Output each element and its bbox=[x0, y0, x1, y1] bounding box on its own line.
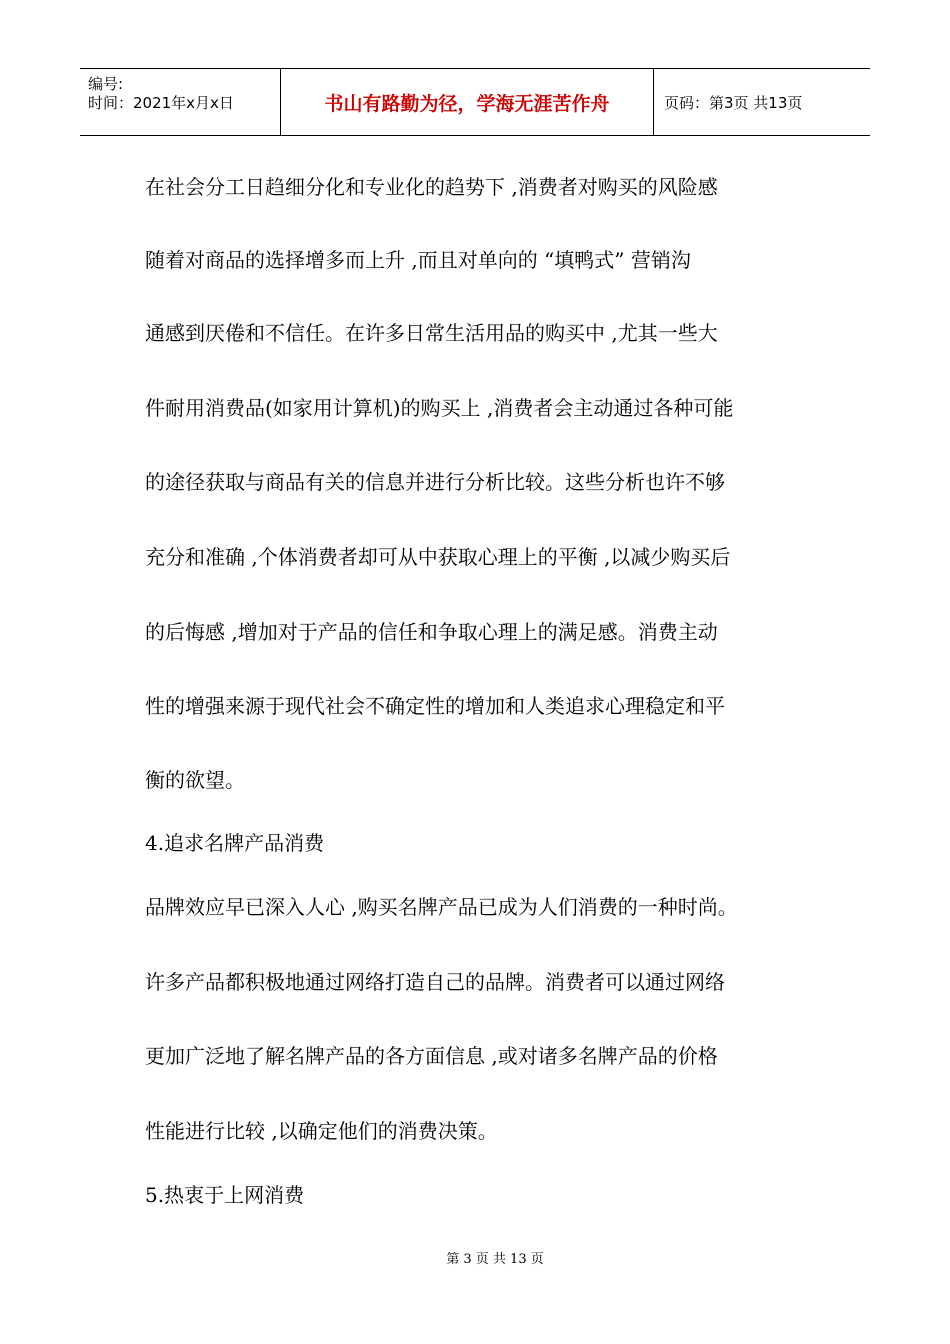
paragraph-line: 性的增强来源于现代社会不确定性的增加和人类追求心理稳定和平 bbox=[145, 694, 725, 718]
page-header bbox=[80, 68, 870, 136]
paragraph-line: 许多产品都积极地通过网络打造自己的品牌。消费者可以通过网络 bbox=[145, 970, 725, 994]
paragraph-line: 充分和准确 ,个体消费者却可从中获取心理上的平衡 ,以减少购买后 bbox=[145, 545, 731, 569]
section-heading: 4.追求名牌产品消费 bbox=[145, 831, 325, 855]
paragraph-line: 的后悔感 ,增加对于产品的信任和争取心理上的满足感。消费主动 bbox=[145, 620, 718, 644]
header-page-info: 页码：第3页 共13页 bbox=[664, 93, 803, 112]
paragraph-line: 品牌效应早已深入人心 ,购买名牌产品已成为人们消费的一种时尚。 bbox=[145, 895, 738, 919]
paragraph-line: 通感到厌倦和不信任。在许多日常生活用品的购买中 ,尤其一些大 bbox=[145, 321, 718, 345]
page-footer: 第 3 页 共 13 页 bbox=[446, 1252, 544, 1267]
paragraph-line: 的途径获取与商品有关的信息并进行分析比较。这些分析也许不够 bbox=[145, 470, 725, 494]
paragraph-line: 更加广泛地了解名牌产品的各方面信息 ,或对诸多名牌产品的价格 bbox=[145, 1044, 718, 1068]
header-motto: 书山有路勤为径，学海无涯苦作舟 bbox=[280, 69, 654, 135]
paragraph-line: 性能进行比较 ,以确定他们的消费决策。 bbox=[145, 1119, 498, 1143]
document-date: 时间：2021年x月x日 bbox=[88, 94, 234, 112]
paragraph-line: 衡的欲望。 bbox=[145, 768, 245, 792]
section-heading: 5.热衷于上网消费 bbox=[145, 1183, 305, 1207]
paragraph-line: 件耐用消费品(如家用计算机)的购买上 ,消费者会主动通过各种可能 bbox=[145, 396, 734, 420]
document-number-label: 编号: bbox=[88, 75, 124, 93]
paragraph-line: 在社会分工日趋细分化和专业化的趋势下 ,消费者对购买的风险感 bbox=[145, 175, 718, 199]
header-meta bbox=[80, 69, 280, 135]
paragraph-line: 随着对商品的选择增多而上升 ,而且对单向的 “填鸭式” 营销沟 bbox=[145, 248, 691, 272]
